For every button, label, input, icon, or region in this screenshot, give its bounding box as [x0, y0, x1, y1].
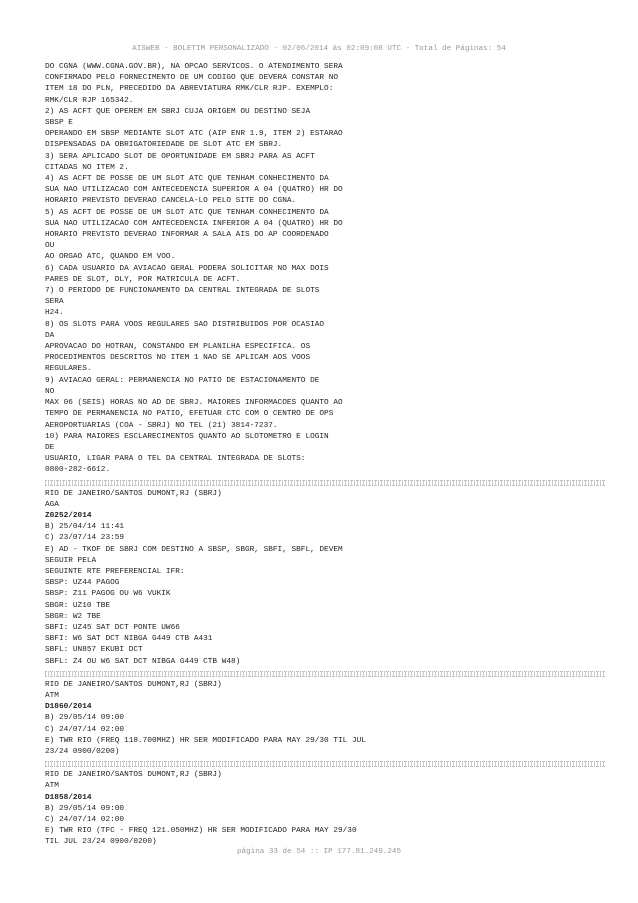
- text-line: OPERANDO EM SBSP MEDIANTE SLOT ATC (AIP ENR 1.9, ITEM 2) ESTARAO: [45, 130, 343, 139]
- notam-field-line: 23/24 0900/0200): [45, 747, 120, 756]
- notam-field-line: SBFL: Z4 OU W6 SAT DCT NIBGA G449 CTB W48): [45, 657, 241, 666]
- text-line: SUA NAO UTILIZACAO COM ANTECEDENCIA SUPERIOR A 04 (QUATRO) HR DO: [45, 186, 343, 195]
- text-line: DA: [45, 331, 55, 340]
- notam-separator: [45, 480, 605, 486]
- notam-field-line: SBFI: UZ45 SAT DCT PONTE UW66: [45, 623, 180, 632]
- text-line: SERA: [45, 298, 64, 307]
- text-line: 9) AVIACAO GERAL: PERMANENCIA NO PATIO DE ESTACIONAMENTO DE: [45, 376, 320, 385]
- text-line: DE: [45, 443, 55, 452]
- notam-field-line: E) AD - TKOF DE SBRJ COM DESTINO A SBSP, SBGR, SBFI, SBFL, DEVEM: [45, 545, 343, 554]
- text-line: ITEM 18 DO PLN, PRECEDIDO DA ABREVIATURA RMK/CLR RJP. EXEMPLO:: [45, 85, 334, 94]
- notam-field-line: SBSP: Z11 PAGOG OU W6 VUKIK: [45, 590, 171, 599]
- page-header: AISWEB - BOLETIM PERSONALIZADO - 02/06/2014 às 02:09:08 UTC - Total de Páginas: 54: [132, 45, 506, 53]
- notam-location: RIO DE JANEIRO/SANTOS DUMONT,RJ (SBRJ): [45, 489, 222, 498]
- notam-id: Z0252/2014: [45, 511, 92, 520]
- notam-list: [45, 480, 605, 849]
- notam-field-line: B) 29/05/14 09:00: [45, 804, 125, 813]
- text-line: H24.: [45, 309, 64, 318]
- text-line: HORARIO PREVISTO DEVERAO CANCELA-LO PELO SITE DO CGNA.: [45, 197, 297, 206]
- text-line: APROVACAO DO HOTRAN, CONSTANDO EM PLANILHA ESPECIFICA. OS: [45, 343, 311, 352]
- notam-entry: [45, 489, 605, 668]
- text-line: DO CGNA (WWW.CGNA.GOV.BR), NA OPCAO SERVICOS. O ATENDIMENTO SERA: [45, 63, 343, 71]
- text-line: 0800-282-6612.: [45, 466, 111, 475]
- text-line: 7) O PERIODO DE FUNCIONAMENTO DA CENTRAL INTEGRADA DE SLOTS: [45, 287, 320, 296]
- notam-category: AGA: [45, 500, 59, 509]
- notam-location: RIO DE JANEIRO/SANTOS DUMONT,RJ (SBRJ): [45, 680, 222, 689]
- text-line: AO ORGAO ATC, QUANDO EM VOO.: [45, 253, 176, 262]
- text-line: PARES DE SLOT, DLY, POR MATRICULA DE ACFT.: [45, 275, 241, 284]
- notam-field-line: B) 29/05/14 09:00: [45, 714, 125, 723]
- notam-field-line: C) 24/07/14 02:00: [45, 725, 125, 734]
- notam-id: D1858/2014: [45, 793, 92, 802]
- notam-id: D1860/2014: [45, 703, 92, 712]
- notam-field-line: TIL JUL 23/24 0900/0200): [45, 838, 157, 847]
- notam-field-line: SBFL: UN857 EKUBI DCT: [45, 646, 143, 655]
- notam-location: RIO DE JANEIRO/SANTOS DUMONT,RJ (SBRJ): [45, 771, 222, 780]
- page-footer: página 33 de 54 :: IP 177.81.249.245: [236, 848, 402, 856]
- text-line: NO: [45, 387, 55, 396]
- text-line: 8) OS SLOTS PARA VOOS REGULARES SAO DISTRIBUIDOS POR OCASIAO: [45, 320, 325, 329]
- text-line: SUA NAO UTILIZACAO COM ANTECEDENCIA INFERIOR A 04 (QUATRO) HR DO: [45, 219, 343, 228]
- notam-field-line: SEGUIR PELA: [45, 556, 97, 565]
- notam-field-line: E) TWR RIO (TFC - FREQ 121.050MHZ) HR SER MODIFICADO PARA MAY 29/30: [45, 827, 357, 836]
- text-line: RMK/CLR RJP 165342.: [45, 96, 134, 105]
- notam-field-line: SEGUINTE RTE PREFERENCIAL IFR:: [45, 567, 185, 576]
- notam-field-line: SBFI: W6 SAT DCT NIBGA G449 CTB A431: [45, 635, 213, 644]
- text-line: 3) SERA APLICADO SLOT DE OPORTUNIDADE EM SBRJ PARA AS ACFT: [45, 152, 315, 161]
- text-line: REGULARES.: [45, 365, 92, 374]
- notam-continuation-text: [45, 62, 605, 477]
- text-line: OU: [45, 242, 55, 251]
- text-line: SBSP E: [45, 119, 73, 128]
- notam-category: ATM: [45, 782, 59, 791]
- notam-entry: [45, 680, 605, 758]
- text-line: 6) CADA USUARIO DA AVIACAO GERAL PODERA SOLICITAR NO MAX DOIS: [45, 264, 329, 273]
- notam-field-line: B) 25/04/14 11:41: [45, 523, 125, 532]
- text-line: 10) PARA MAIORES ESCLARECIMENTOS QUANTO AO SLOTOMETRO E LOGIN: [45, 432, 329, 441]
- notam-field-line: SBGR: UZ10 TBE: [45, 601, 111, 610]
- bulletin-content: [45, 62, 605, 849]
- text-line: DISPENSADAS DA OBRIGATORIEDADE DE SLOT ATC EM SBRJ.: [45, 141, 283, 150]
- text-line: USUARIO, LIGAR PARA O TEL DA CENTRAL INTEGRADA DE SLOTS:: [45, 455, 306, 464]
- notam-field-line: SBGR: W2 TBE: [45, 612, 101, 621]
- notam-field-line: SBSP: UZ44 PAGOG: [45, 579, 120, 588]
- notam-separator: [45, 761, 605, 767]
- text-line: HORARIO PREVISTO DEVERAO INFORMAR A SALA AIS DO AP COORDENADO: [45, 231, 329, 240]
- notam-entry: [45, 770, 605, 848]
- text-line: TEMPO DE PERMANENCIA NO PATIO, EFETUAR CTC COM O CENTRO DE OPS: [45, 410, 334, 419]
- text-line: 4) AS ACFT DE POSSE DE UM SLOT ATC QUE TENHAM CONHECIMENTO DA: [45, 175, 329, 184]
- notam-field-line: C) 24/07/14 02:00: [45, 816, 125, 824]
- text-line: CITADAS NO ITEM 2.: [45, 163, 129, 172]
- text-line: AEROPORTUARIAS (COA - SBRJ) NO TEL (21) 3814-7237.: [45, 421, 278, 430]
- text-line: MAX 06 (SEIS) HORAS NO AD DE SBRJ. MAIORES INFORMACOES QUANTO AO: [45, 399, 343, 408]
- notam-category: ATM: [45, 691, 59, 700]
- text-line: PROCEDIMENTOS DESCRITOS NO ITEM 1 NAO SE APLICAM AOS VOOS: [45, 354, 311, 363]
- notam-field-line: C) 23/07/14 23:59: [45, 534, 125, 543]
- notam-field-line: E) TWR RIO (FREQ 118.700MHZ) HR SER MODIFICADO PARA MAY 29/30 TIL JUL: [45, 736, 366, 745]
- text-line: CONFIRMADO PELO FORNECIMENTO DE UM CODIGO QUE DEVERA CONSTAR NO: [45, 74, 338, 83]
- text-line: 5) AS ACFT DE POSSE DE UM SLOT ATC QUE TENHAM CONHECIMENTO DA: [45, 208, 329, 217]
- text-line: 2) AS ACFT QUE OPEREM EM SBRJ CUJA ORIGEM OU DESTINO SEJA: [45, 107, 311, 116]
- notam-separator: [45, 671, 605, 677]
